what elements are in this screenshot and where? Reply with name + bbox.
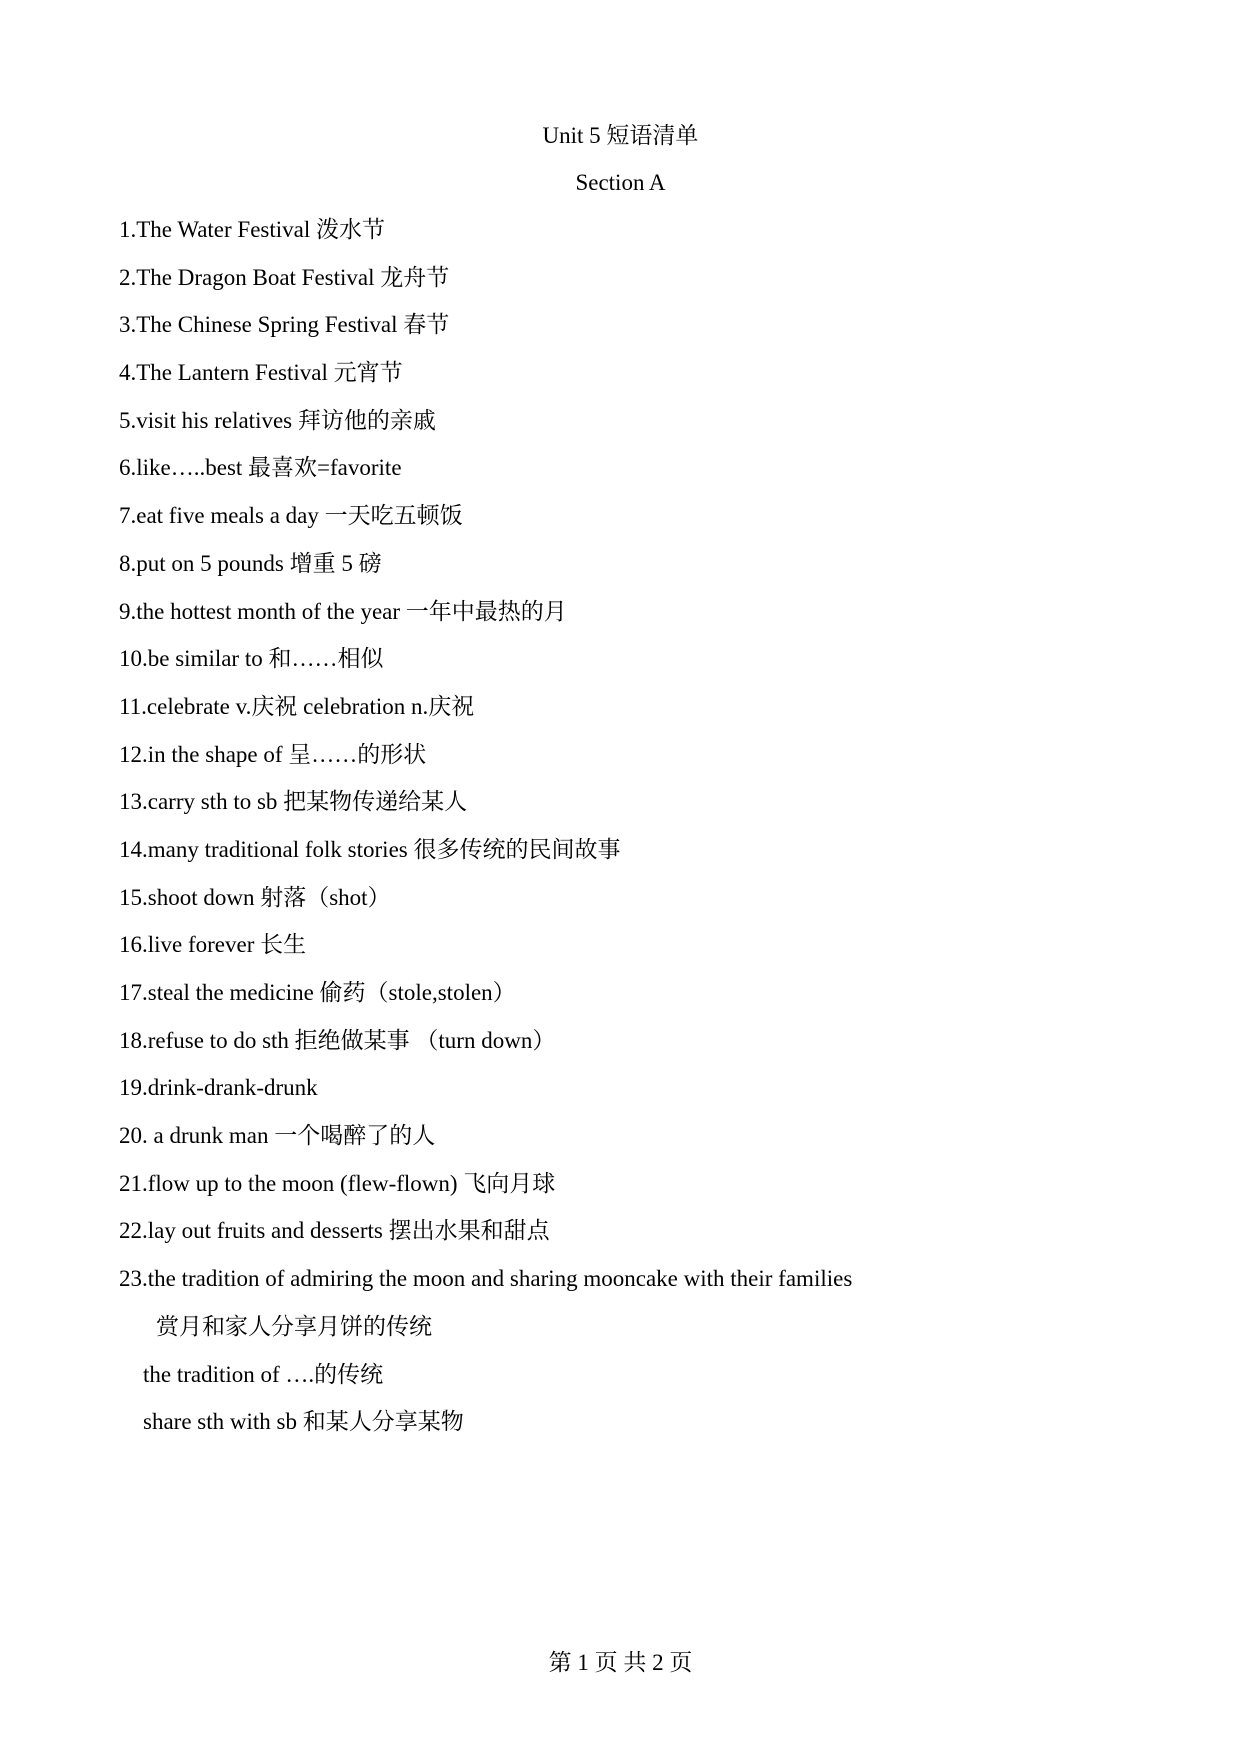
list-item: 18.refuse to do sth 拒绝做某事 （turn down） xyxy=(119,1027,556,1053)
list-item: 12.in the shape of 呈……的形状 xyxy=(119,741,427,767)
list-item: 22.lay out fruits and desserts 摆出水果和甜点 xyxy=(119,1218,550,1244)
item-note: the tradition of ….的传统 xyxy=(143,1361,384,1387)
list-item: 15.shoot down 射落（shot） xyxy=(119,884,391,910)
list-item: 10.be similar to 和……相似 xyxy=(119,646,384,672)
list-item: 8.put on 5 pounds 增重 5 磅 xyxy=(119,550,382,576)
list-item: 19.drink-drank-drunk xyxy=(119,1075,318,1101)
list-item: 11.celebrate v.庆祝 celebration n.庆祝 xyxy=(119,693,475,719)
page-title: Unit 5 短语清单 xyxy=(542,123,699,148)
list-item: 1.The Water Festival 泼水节 xyxy=(119,217,386,242)
list-item: 23.the tradition of admiring the moon and sharing mooncake with their families xyxy=(119,1266,853,1292)
item-translation: 赏月和家人分享月饼的传统 xyxy=(156,1313,432,1339)
page-number: 第 1 页 共 2 页 xyxy=(548,1650,693,1675)
list-item: 5.visit his relatives 拜访他的亲戚 xyxy=(119,407,436,433)
section-title: Section A xyxy=(575,170,666,195)
list-item: 2.The Dragon Boat Festival 龙舟节 xyxy=(119,264,450,290)
item-note: share sth with sb 和某人分享某物 xyxy=(143,1409,464,1435)
list-item: 14.many traditional folk stories 很多传统的民间故事 xyxy=(119,836,621,862)
list-item: 13.carry sth to sb 把某物传递给某人 xyxy=(119,789,468,815)
phrase-list xyxy=(119,215,1199,1455)
list-item: 9.the hottest month of the year 一年中最热的月 xyxy=(119,598,567,624)
list-item: 3.The Chinese Spring Festival 春节 xyxy=(119,312,450,338)
list-item: 20. a drunk man 一个喝醉了的人 xyxy=(119,1123,436,1149)
list-item: 21.flow up to the moon (flew-flown) 飞向月球 xyxy=(119,1170,556,1196)
list-item: 16.live forever 长生 xyxy=(119,932,307,958)
list-item: 6.like…..best 最喜欢=favorite xyxy=(119,455,402,481)
list-item: 7.eat five meals a day 一天吃五顿饭 xyxy=(119,503,463,529)
list-item: 4.The Lantern Festival 元宵节 xyxy=(119,360,403,386)
list-item: 17.steal the medicine 偷药（stole,stolen） xyxy=(119,980,516,1005)
